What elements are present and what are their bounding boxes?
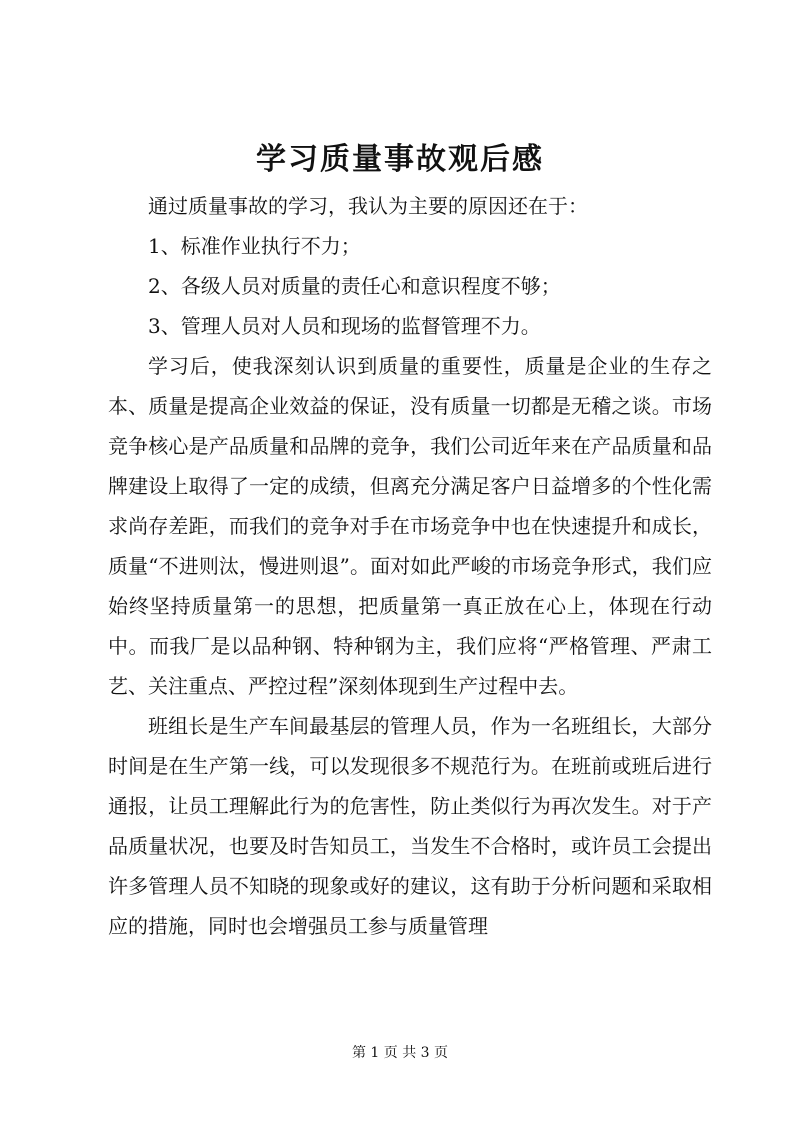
document-body xyxy=(108,186,712,946)
paragraph-reason-2: 2、各级人员对质量的责任心和意识程度不够； xyxy=(148,274,561,298)
paragraph-learning: 学习后，使我深刻认识到质量的重要性，质量是企业的生存之本、质量是提高企业效益的保证，没有质量一切都是无稽之谈。市场竞争核心是产品质量和品牌的竞争，我们公司近年来在产品质量和品牌建设上取得了一定的成绩，但离充分满足客户日益增多的个性化需求尚存差距，而我们的竞争对手在市场竞争中也在快速提升和成长，质量“不进则汰，慢进则退”。面对如此严峻的市场竞争形式，我们应始终坚持质量第一的思想，把质量第一真正放在心上，体现在行动中。而我厂是以品种钢、特种钢为主，我们应将“严格管理、严肃工艺、关注重点、严控过程”深刻体现到生产过程中去。 xyxy=(108,354,712,698)
paragraph-intro: 通过质量事故的学习，我认为主要的原因还在于： xyxy=(148,194,588,218)
paragraph-team-leader: 班组长是生产车间最基层的管理人员，作为一名班组长，大部分时间是在生产第一线，可以发现很多不规范行为。在班前或班后进行通报，让员工理解此行为的危害性，防止类似行为再次发生。对于产品质量状况，也要及时告知员工，当发生不合格时，或许员工会提出许多管理人员不知晓的现象或好的建议，这有助于分析问题和采取相应的措施，同时也会增强员工参与质量管理 xyxy=(108,714,712,938)
document-title: 学习质量事故观后感 xyxy=(256,142,544,177)
page-number-footer: 第 1 页 共 3 页 xyxy=(351,1045,449,1061)
paragraph-reason-1: 1、标准作业执行不力； xyxy=(148,234,361,258)
paragraph-reason-3: 3、管理人员对人员和现场的监督管理不力。 xyxy=(148,314,541,338)
